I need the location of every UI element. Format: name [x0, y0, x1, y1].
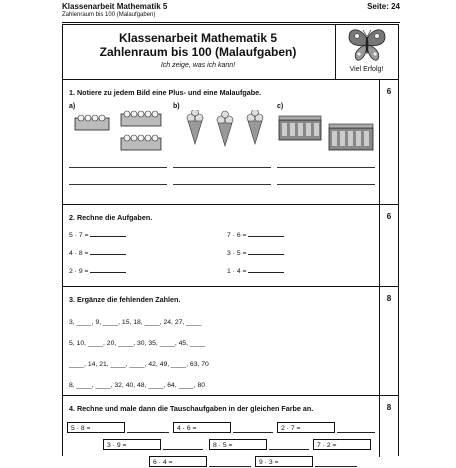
- swap-task-box[interactable]: 5 · 8 =: [67, 422, 125, 433]
- egg-cartons-image: [71, 110, 169, 154]
- answer-blank[interactable]: [163, 449, 203, 450]
- multiplication-task: 1 · 4 =: [227, 266, 284, 275]
- number-sequence[interactable]: 5, 10, ____, 20, ____, 30, 35, ____, 45, ____: [69, 340, 206, 347]
- header-title: Klassenarbeit Mathematik 5: [62, 2, 168, 11]
- header-rule: [62, 22, 400, 23]
- swap-task-box[interactable]: 9 · 3 =: [255, 456, 313, 467]
- answer-blank[interactable]: [248, 248, 284, 255]
- answer-blank[interactable]: [90, 230, 126, 237]
- answer-blank[interactable]: [315, 466, 357, 467]
- answer-blank[interactable]: [248, 266, 284, 273]
- swap-task-box[interactable]: 3 · 9 =: [103, 439, 161, 450]
- task-3-section: [63, 287, 398, 396]
- task-1-section: [63, 80, 398, 205]
- label-a: a): [69, 103, 76, 110]
- task-1-points: 6: [386, 87, 392, 96]
- swap-task-box[interactable]: 6 · 4 =: [149, 456, 207, 467]
- answer-blank[interactable]: [127, 432, 169, 433]
- ice-cream-cones-image: [181, 110, 273, 154]
- task-1-instruction: 1. Notiere zu jedem Bild eine Plus- und eine Malaufgabe.: [69, 88, 262, 97]
- task-4-section: [63, 396, 398, 457]
- task-3-instruction: 3. Ergänze die fehlenden Zahlen.: [69, 295, 181, 304]
- swap-task-box[interactable]: 4 · 6 =: [173, 422, 231, 433]
- multiplication-task: 3 · 5 =: [227, 248, 284, 257]
- points-column: [379, 80, 398, 204]
- title-box: [63, 25, 398, 80]
- number-sequence[interactable]: 8, ____, ____, 32, 40, 48, ____, 64, ____, 80: [69, 382, 206, 389]
- task-4-instruction: 4. Rechne und male dann die Tauschaufgaben in der gleichen Farbe an.: [69, 404, 314, 413]
- butterfly-icon: [347, 27, 387, 65]
- points-column: [379, 287, 398, 395]
- task-2-section: [63, 205, 398, 287]
- task-3-points: 8: [386, 294, 392, 303]
- swap-task-box[interactable]: 7 · 2 =: [313, 439, 371, 450]
- encouragement-text: Viel Erfolg!: [349, 66, 384, 73]
- answer-blank[interactable]: [90, 266, 126, 273]
- answer-blank[interactable]: [209, 466, 251, 467]
- worksheet: [62, 24, 399, 466]
- answer-line[interactable]: [277, 184, 375, 185]
- multiplication-task: 5 · 7 =: [69, 230, 126, 239]
- header-subtitle: Zahlenraum bis 100 (Malaufgaben): [62, 12, 156, 18]
- label-c: c): [277, 103, 284, 110]
- swap-task-box[interactable]: 8 · 5 =: [209, 439, 267, 450]
- swap-task-box[interactable]: 2 · 7 =: [277, 422, 335, 433]
- multiplication-task: 7 · 6 =: [227, 230, 284, 239]
- task-2-instruction: 2. Rechne die Aufgaben.: [69, 213, 153, 222]
- answer-blank[interactable]: [248, 230, 284, 237]
- answer-blank[interactable]: [90, 248, 126, 255]
- worksheet-title: Klassenarbeit Mathematik 5: [118, 31, 278, 45]
- number-sequence[interactable]: 3, ____, 9, ____, 15, 18, ____, 24, 27, ____: [69, 319, 202, 326]
- multiplication-task: 2 · 9 =: [69, 266, 126, 275]
- worksheet-topic: Zahlenraum bis 100 (Malaufgaben): [99, 45, 297, 59]
- number-sequence[interactable]: ____, 14, 21, ____, ____, 42, 49, ____, 63, 70: [69, 361, 209, 368]
- label-b: b): [173, 103, 180, 110]
- answer-line[interactable]: [69, 167, 167, 168]
- answer-line[interactable]: [173, 167, 271, 168]
- multiplication-task: 4 · 8 =: [69, 248, 126, 257]
- worksheet-motto: Ich zeige, was ich kann!: [160, 62, 236, 69]
- page-number: Seite: 24: [367, 2, 400, 11]
- answer-line[interactable]: [69, 184, 167, 185]
- task-4-points: 8: [386, 403, 392, 412]
- answer-blank[interactable]: [233, 432, 273, 433]
- answer-line[interactable]: [173, 184, 271, 185]
- answer-blank[interactable]: [337, 432, 375, 433]
- page-header: [62, 2, 400, 22]
- answer-blank[interactable]: [269, 449, 309, 450]
- answer-line[interactable]: [277, 167, 375, 168]
- task-2-points: 6: [386, 212, 392, 221]
- bottle-crates-image: [277, 112, 377, 154]
